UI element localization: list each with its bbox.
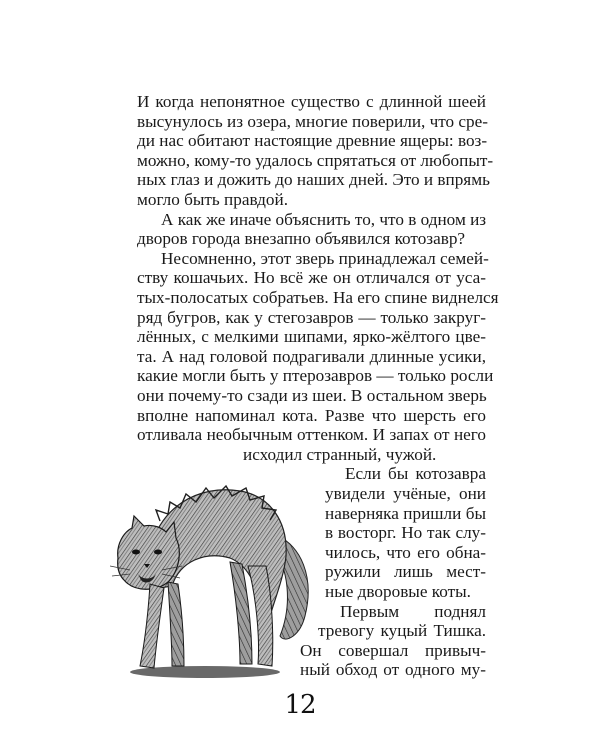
text-line: дворов города внезапно объявился котозавр? [137, 229, 466, 249]
text-line: увидели учёные, они [325, 484, 486, 503]
text-line: исходил странный, чужой. [243, 444, 437, 464]
text-line: высунулось из озера, многие поверили, что сре- [137, 111, 489, 131]
text-line: ди нас обитают настоящие древние ящеры: воз- [137, 131, 488, 151]
text-line: Он совершал привыч- [300, 640, 486, 660]
text-line: ный обход от одного му- [300, 660, 486, 680]
text-line: Первым поднял [340, 601, 486, 621]
text-line: та. А над головой подрагивали длинные усики, [137, 346, 486, 366]
text-line: вполне напоминал кота. Разве что шерсть его [137, 405, 486, 425]
text-line: ружили лишь мест- [325, 562, 486, 582]
text-line: могло быть правдой. [137, 190, 288, 209]
text-line: можно, кому-то удалось спрятаться от любопыт- [137, 150, 494, 170]
text-line: ству кошачьих. Но всё же он отличался от уса- [137, 268, 486, 288]
text-line: отливала необычным оттенком. И запах от него [137, 425, 486, 445]
text-line: А как же иначе объяснить то, что в одном из [161, 209, 487, 229]
text-line: Если бы котозавра [345, 464, 486, 484]
cat-illustration [110, 466, 325, 686]
text-line: наверняка пришли бы [325, 503, 486, 523]
text-line: Несомненно, этот зверь принадлежал семей- [161, 248, 489, 268]
text-line: ряд бугров, как у стегозавров — только закруг- [137, 307, 486, 327]
text-line: какие могли быть у птерозавров — только росли [137, 366, 494, 386]
text-line: лённых, с мелкими шипами, ярко-жёлтого цве- [137, 327, 486, 347]
text-line: ных глаз и дожить до наших дней. Это и впрямь [137, 170, 490, 190]
text-line: ные дворовые коты. [325, 582, 471, 601]
text-line: в восторг. Но так слу- [325, 523, 486, 543]
text-line: они почему-то сзади из шеи. В остальном зверь [137, 386, 487, 405]
text-line: тых-полосатых собратьев. На его спине виднелся [137, 288, 499, 307]
text-line: чилось, что его обна- [325, 542, 486, 562]
page-number: 12 [284, 690, 316, 720]
text-line: тревогу куцый Тишка. [318, 621, 486, 641]
text-line: И когда непонятное существо с длинной шеей [137, 92, 486, 111]
